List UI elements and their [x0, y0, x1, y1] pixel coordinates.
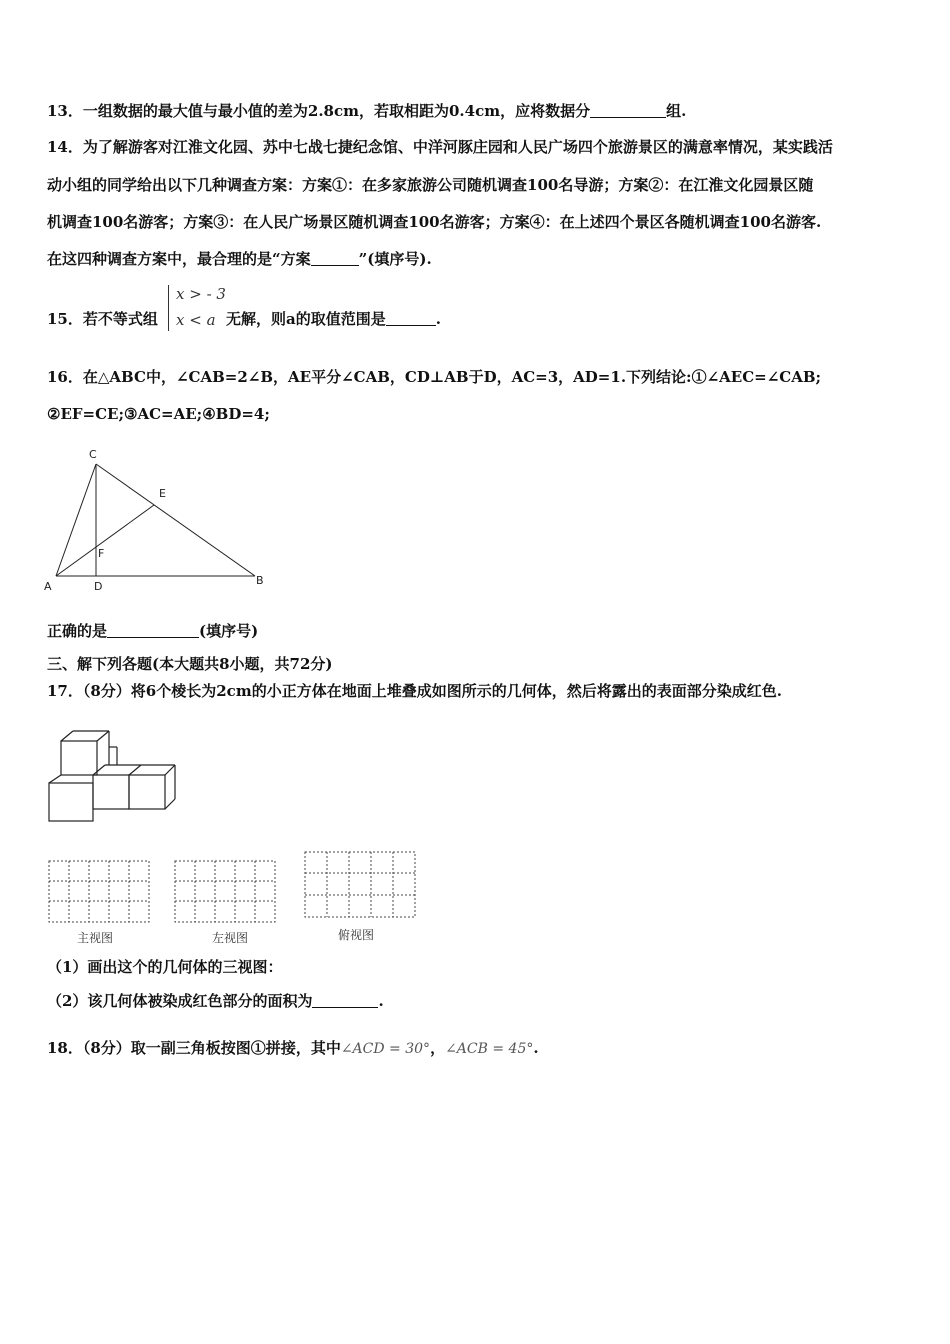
cube-stack-figure — [45, 725, 180, 830]
question-18: 18．（8分）取一副三角板按图①拼接，其中∠ACD = 30°，∠ACB = 45°. — [47, 1039, 539, 1057]
caption-left-view: 左视图 — [212, 931, 249, 945]
label-c: C — [89, 448, 97, 461]
question-14-line-3: 机调查100名游客；方案③：在人民广场景区随机调查100名游客；方案④：在上述四个景区各随机调查100名游客. — [47, 213, 822, 231]
label-f: F — [98, 547, 105, 560]
segment-cb — [96, 464, 255, 576]
label-b: B — [256, 574, 264, 587]
front-view-grid — [48, 860, 150, 923]
answer-blank — [312, 993, 378, 1008]
question-17: 17．（8分）将6个棱长为2cm的小正方体在地面上堆叠成如图所示的几何体，然后将露出的表面部分染成红色. — [47, 682, 782, 700]
label-e: E — [159, 487, 166, 500]
question-16-answer: 正确的是 (填序号) — [47, 622, 259, 640]
caption-front-view: 主视图 — [77, 931, 114, 945]
label-d: D — [94, 580, 103, 593]
answer-blank — [590, 103, 666, 118]
brace — [168, 285, 175, 331]
angle-acb: ∠ACB = 45° — [445, 1041, 534, 1057]
question-14-line-1: 14．为了解游客对江淮文化园、苏中七战七捷纪念馆、中洋河豚庄园和人民广场四个旅游景区的满意率情况，某实践活 — [47, 138, 833, 156]
question-16-line-2: ②EF=CE;③AC=AE;④BD=4; — [47, 405, 270, 423]
question-17-sub-1: （1）画出这个的几何体的三视图： — [47, 958, 283, 976]
label-a: A — [44, 580, 52, 593]
section-3-heading: 三、解下列各题(本大题共8小题，共72分) — [47, 655, 333, 673]
segment-ac — [56, 464, 96, 576]
angle-acd: ∠ACD = 30° — [340, 1041, 431, 1057]
top-view-grid — [304, 851, 416, 918]
question-17-sub-2: （2）该几何体被染成红色部分的面积为 . — [47, 992, 384, 1010]
left-view-grid — [174, 860, 276, 923]
answer-blank — [386, 311, 436, 326]
question-15-suffix: 无解，则a的取值范围是 . — [226, 310, 441, 328]
inequality-system — [168, 285, 228, 333]
segment-ae — [56, 505, 154, 576]
question-14-line-4: 在这四种调查方案中，最合理的是“方案 ”(填序号). — [47, 250, 432, 268]
inequality-1: x > - 3 — [176, 285, 226, 303]
answer-blank — [311, 251, 359, 266]
question-13: 13．一组数据的最大值与最小值的差为2.8cm，若取相距为0.4cm，应将数据分 组. — [47, 102, 687, 120]
question-16-line-1: 16．在△ABC中，∠CAB=2∠B，AE平分∠CAB，CD⊥AB于D，AC=3，AD=1.下列结论:①∠AEC=∠CAB; — [47, 368, 822, 386]
caption-top-view: 俯视图 — [338, 928, 375, 942]
question-14-line-2: 动小组的同学给出以下几种调查方案：方案①：在多家旅游公司随机调查100名导游；方案②：在江淮文化园景区随 — [47, 176, 814, 194]
question-15-prefix: 15．若不等式组 — [47, 310, 158, 328]
triangle-figure — [40, 440, 280, 600]
inequality-2: x < a — [176, 311, 216, 329]
answer-blank — [107, 623, 199, 638]
